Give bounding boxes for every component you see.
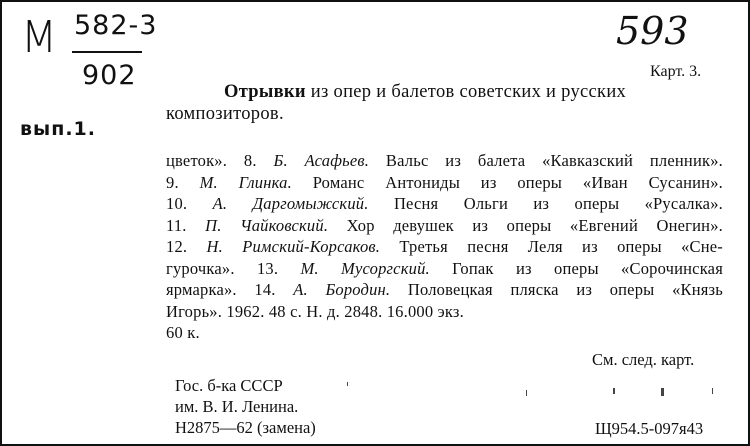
see-next-card: См. след. карт. [592,350,695,369]
speck [526,390,527,396]
composer-name: М. Глинка. [199,172,292,192]
line-prefix: цветок». 8. [166,151,274,170]
line-prefix: ярмарка». 14. [166,280,294,299]
line-prefix: 11. [166,215,206,235]
imprint-year: 1962. [226,301,265,321]
composer-name: А. Бородин. [293,280,391,299]
composer-name: М. Мусоргский. [300,258,430,278]
library-name: Гос. б-ка СССР [175,376,283,395]
imprint-price: 60 к. [166,323,200,342]
library-order-number: Н2875—62 (замена) [175,418,316,437]
line-suffix: Гопак из оперы «Сорочинская [429,258,723,278]
imprint-pages: 48 с. [268,301,302,321]
classification-code: Щ954.5-097я43 [595,419,704,438]
title-bold-part: Отрывки [224,82,306,102]
imprint-plate: Н. д. 2848. [306,301,383,321]
speck [712,388,713,394]
line-prefix: 9. [166,172,200,192]
composer-name: Н. Римский-Корсаков. [206,237,381,256]
speck [661,388,664,396]
composer-name: А. Даргомыжский. [212,194,369,213]
handwritten-volume: вып.1. [20,118,96,140]
line-suffix: Романс Антониды из оперы «Иван Сусанин». [291,172,723,192]
line-suffix: Третья песня Леля из оперы «Сне- [380,237,723,256]
line-suffix: Хор девушек из оперы «Евгений Онегин». [328,215,723,235]
title-rest: из опер и балетов советских и русских композиторов. [166,82,627,124]
library-name-2: им. В. И. Ленина. [175,397,299,416]
line-prefix: гурочка». 13. [166,258,301,278]
composer-name: Б. Асафьев. [273,151,370,170]
composer-name: П. Чайковский. [205,215,329,235]
line-suffix: Половецкая пляска из оперы «Князь [390,280,723,299]
imprint-copies: 16.000 экз. [386,301,464,321]
line-prefix: 10. [166,194,213,213]
handwritten-fund-letter: М [20,12,58,63]
handwritten-shelfmark-denominator: 902 [82,60,137,91]
handwritten-shelfmark-numerator: 582-3 [74,10,158,41]
line-suffix: Вальс из балета «Кавказский пленник». [369,151,723,170]
handwritten-card-number: 593 [616,9,689,53]
scan-specks [2,2,748,444]
line-suffix: Песня Ольги из оперы «Русалка». [368,194,723,213]
line-prefix: 12. [166,237,207,256]
imprint-lead: Игорь». [166,301,223,321]
speck [347,382,348,386]
card-label: Карт. 3. [650,63,702,80]
speck [613,388,615,394]
